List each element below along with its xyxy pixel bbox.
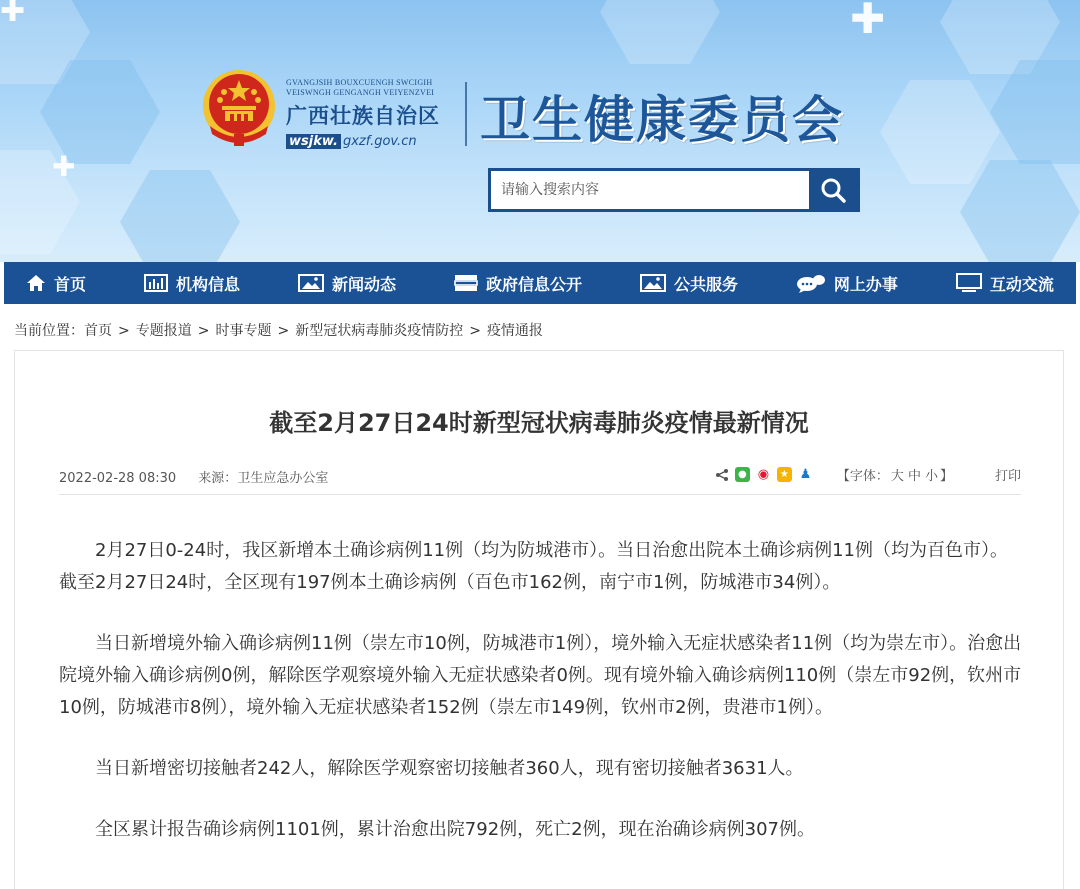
breadcrumb-link[interactable]: 时事专题	[215, 323, 272, 339]
wechat-icon[interactable]: ●	[735, 467, 750, 482]
breadcrumb-prefix: 当前位置：	[14, 323, 84, 339]
qzone-icon[interactable]: ★	[777, 467, 792, 482]
org-name: 广西壮族自治区	[286, 103, 440, 128]
decor-plus-icon: ✚	[0, 0, 26, 29]
article-body	[59, 535, 1025, 875]
decor-hexagon	[120, 170, 240, 262]
font-size-small[interactable]: 小	[924, 469, 938, 484]
nav-item-online-services[interactable]	[796, 272, 898, 295]
nav-item-label: 政府信息公开	[485, 274, 582, 294]
font-size-large[interactable]: 大	[890, 469, 904, 484]
article-paragraph: 当日新增密切接触者242人，解除医学观察密切接触者360人，现有密切接触者3631人。	[95, 758, 804, 779]
breadcrumb-separator: >	[197, 323, 210, 339]
font-size-control	[837, 465, 953, 484]
nav-item-home[interactable]	[26, 272, 86, 295]
nav-item-label: 网上办事	[833, 274, 898, 294]
national-emblem-icon	[200, 68, 278, 148]
org-roman-line: VEISWNGH GENGANGH VEIYENZVEI	[286, 88, 435, 97]
article-paragraph: 全区累计报告确诊病例1101例，累计治愈出院792例，死亡2例，现在治确诊病例307例。	[95, 819, 815, 840]
breadcrumb-separator: >	[118, 323, 130, 339]
article-meta	[59, 467, 328, 486]
search-button[interactable]	[809, 171, 857, 209]
org-roman-line: GVANGJSIH BOUXCUENGH SWCIGIH	[286, 78, 433, 87]
breadcrumb-link[interactable]: 首页	[84, 323, 112, 339]
font-size-label-close: 】	[939, 469, 953, 484]
nav-item-public-service[interactable]	[640, 272, 738, 295]
site-title: 卫生健康委员会	[480, 90, 844, 149]
nav-item-label: 机构信息	[175, 274, 240, 294]
bar-chart-icon	[144, 274, 168, 292]
speech-bubble-icon	[796, 273, 826, 293]
search-input[interactable]	[491, 171, 809, 209]
home-icon	[26, 274, 46, 292]
breadcrumb-link[interactable]: 新型冠状病毒肺炎疫情防控	[295, 323, 464, 339]
site-header	[0, 0, 1080, 262]
decor-hexagon	[960, 160, 1080, 262]
search-icon	[820, 177, 846, 203]
org-brand	[286, 78, 456, 149]
font-size-medium[interactable]: 中	[907, 469, 921, 484]
header-divider	[465, 82, 467, 146]
search-bar	[488, 168, 860, 212]
article-paragraph: 当日新增境外输入确诊病例11例（崇左市10例，防城港市1例），境外输入无症状感染者11例（均为崇左市）。治愈出院境外输入确诊病例0例，解除医学观察境外输入无症状感染者0例。现有境外输入确诊病例110例（崇左市92例，钦州市10例，防城港市8例），境外输入无症状感染者152例（崇左市149例，钦州市2例，贵港市1例）。	[59, 633, 1022, 718]
nav-item-label: 互动交流	[989, 274, 1054, 294]
nav-item-gov-info[interactable]	[454, 272, 582, 295]
site-url	[286, 134, 456, 149]
decor-hexagon	[600, 0, 720, 64]
article-paragraph: 2月27日0-24时，我区新增本土确诊病例11例（均为防城港市）。当日治愈出院本土确诊病例11例（均为百色市）。截至2月27日24时，全区现有197例本土确诊病例（百色市162例，南宁市1例，防城港市34例）。	[59, 540, 1009, 593]
breadcrumb-link[interactable]: 专题报道	[135, 323, 192, 339]
site-url-badge: wsjkw.	[286, 134, 341, 149]
publish-date: 2022-02-28 08:30	[59, 471, 177, 486]
decor-hexagon	[990, 60, 1080, 164]
breadcrumb-separator: >	[277, 323, 290, 339]
font-size-label-open: 【字体：	[836, 469, 889, 484]
share-icon[interactable]	[715, 468, 729, 482]
print-button[interactable]: 打印	[994, 469, 1021, 484]
qq-icon[interactable]: ♟	[799, 467, 812, 482]
main-nav	[4, 262, 1076, 304]
monitor-icon	[956, 273, 982, 293]
article-title: 截至2月27日24时新型冠状病毒肺炎疫情最新情况	[269, 409, 809, 437]
weibo-icon[interactable]: ◉	[757, 467, 770, 482]
source-name: 卫生应急办公室	[237, 471, 329, 486]
nav-item-label: 新闻动态	[331, 274, 396, 294]
server-icon	[454, 274, 478, 292]
breadcrumb-link[interactable]: 疫情通报	[486, 323, 543, 339]
nav-item-news[interactable]	[298, 272, 396, 295]
nav-item-institutions[interactable]	[144, 272, 240, 295]
image-icon	[298, 274, 324, 292]
nav-item-label: 首页	[54, 274, 87, 294]
meta-divider	[59, 494, 1021, 495]
image-icon	[640, 274, 666, 292]
nav-item-interaction[interactable]	[956, 272, 1054, 295]
decor-hexagon	[880, 80, 1000, 184]
source-label: 来源：	[198, 471, 238, 486]
nav-item-label: 公共服务	[673, 274, 738, 294]
article-panel	[14, 350, 1064, 889]
decor-plus-icon: ✚	[52, 150, 76, 183]
breadcrumb	[14, 320, 543, 340]
article-tools	[715, 465, 1021, 484]
site-url-domain: gxzf.gov.cn	[342, 134, 417, 149]
breadcrumb-separator: >	[469, 323, 481, 339]
decor-plus-icon: ✚	[850, 0, 886, 43]
